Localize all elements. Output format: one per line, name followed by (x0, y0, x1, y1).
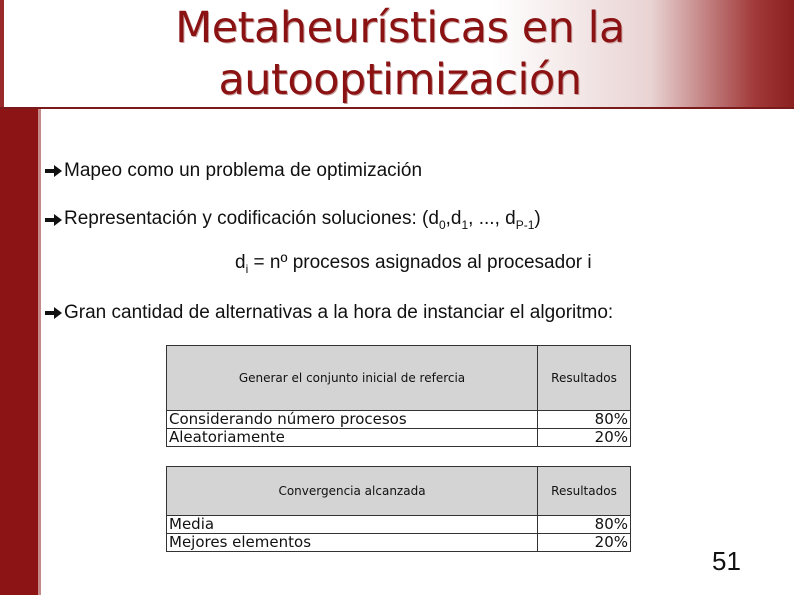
table-row (167, 411, 631, 429)
slide-title-line1: Metaheurísticas en la (175, 3, 625, 53)
table-row (167, 516, 631, 534)
subscript: 1 (461, 218, 469, 232)
bullet-text (64, 208, 541, 232)
table-cell-value: 20% (538, 534, 631, 552)
definition-part: d (235, 252, 246, 273)
bullet-text: Mapeo como un problema de optimización (64, 160, 423, 181)
table-header-cell: Convergencia alcanzada (167, 467, 538, 516)
subscript: 0 (438, 218, 446, 232)
initial-set-table (166, 345, 631, 447)
table-cell-label: Considerando número procesos (167, 411, 538, 429)
definition-part: = nº procesos asignados al procesador i (248, 252, 592, 273)
table-cell-label: Mejores elementos (167, 534, 538, 552)
bullet-text-part: Representación y codificación soluciones: (d (64, 208, 439, 229)
convergence-table (166, 466, 631, 552)
bullet-mapping (44, 160, 422, 182)
table-cell-value: 20% (538, 429, 631, 447)
bullet-text: Gran cantidad de alternativas a la hora de instanciar el algoritmo: (64, 302, 614, 323)
right-arrow-icon (44, 305, 63, 321)
subscript: i (245, 262, 249, 276)
left-accent-bar (0, 109, 38, 595)
table-cell-label: Media (167, 516, 538, 534)
table-cell-value: 80% (538, 516, 631, 534)
bullet-text-part: ,d (445, 208, 462, 229)
table-header-cell: Resultados (538, 346, 631, 411)
title-left-edge (0, 0, 4, 108)
table-row (167, 429, 631, 447)
bullet-text-part: ) (534, 208, 541, 229)
table-header-cell: Resultados (538, 467, 631, 516)
left-accent-bar-edge (38, 109, 41, 595)
slide-title (120, 2, 680, 106)
page-number: 51 (712, 546, 741, 576)
table-row (167, 534, 631, 552)
bullet-text-part: , ..., d (468, 208, 516, 229)
title-divider (0, 107, 794, 109)
slide-title-line2: autooptimización (218, 55, 582, 105)
right-arrow-icon (44, 163, 63, 179)
table-cell-label: Aleatoriamente (167, 429, 538, 447)
bullet-alternatives (44, 302, 613, 324)
table-cell-value: 80% (538, 411, 631, 429)
right-arrow-icon (44, 212, 63, 228)
bullet-representation (44, 208, 541, 232)
table-header-row (167, 467, 631, 516)
subscript: P-1 (515, 218, 535, 232)
table-header-row (167, 346, 631, 411)
table-header-cell: Generar el conjunto inicial de refercia (167, 346, 538, 411)
definition-line (235, 252, 592, 276)
